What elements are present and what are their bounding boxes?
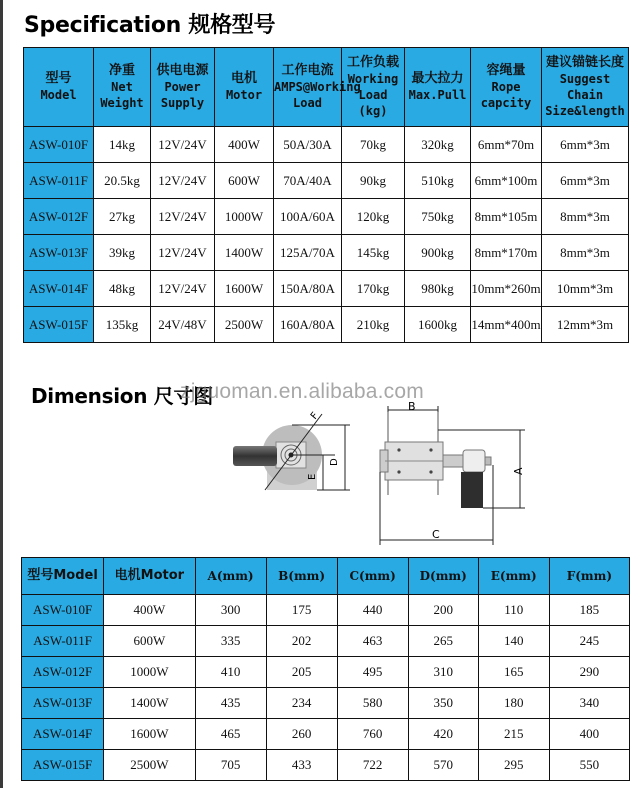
spec-value-cell: 145kg bbox=[342, 235, 405, 271]
spec-model-cell: ASW-010F bbox=[24, 127, 94, 163]
dim-model-cell: ASW-012F bbox=[22, 657, 104, 688]
dim-value-cell: 722 bbox=[337, 750, 408, 781]
dim-table-row bbox=[22, 657, 630, 688]
dim-value-cell: 234 bbox=[266, 688, 337, 719]
spec-table-row bbox=[24, 199, 629, 235]
dim-value-cell: 290 bbox=[549, 657, 629, 688]
spec-table-row bbox=[24, 163, 629, 199]
dim-value-cell: 110 bbox=[478, 595, 549, 626]
dim-table-row bbox=[22, 719, 630, 750]
specification-title: Specification 规格型号 bbox=[24, 13, 276, 38]
dim-value-cell: 420 bbox=[408, 719, 478, 750]
spec-header-en: Model bbox=[40, 88, 77, 102]
dim-value-cell: 335 bbox=[195, 626, 266, 657]
spec-value-cell: 1400W bbox=[215, 235, 274, 271]
left-edge-border bbox=[0, 0, 3, 788]
dim-table-row bbox=[22, 626, 630, 657]
dim-model-cell: ASW-013F bbox=[22, 688, 104, 719]
spec-header-cn: 工作负载 bbox=[346, 55, 399, 70]
spec-header-cell bbox=[471, 48, 542, 127]
spec-value-cell: 12V/24V bbox=[151, 127, 215, 163]
dim-value-cell: 310 bbox=[408, 657, 478, 688]
label-f: F bbox=[308, 410, 322, 422]
dim-value-cell: 400W bbox=[104, 595, 195, 626]
spec-value-cell: 1600W bbox=[215, 271, 274, 307]
spec-value-cell: 48kg bbox=[94, 271, 151, 307]
spec-value-cell: 12mm*3m bbox=[542, 307, 629, 343]
spec-value-cell: 12V/24V bbox=[151, 163, 215, 199]
dim-header-cell: F(mm) bbox=[549, 558, 629, 595]
spec-value-cell: 70A/40A bbox=[274, 163, 342, 199]
spec-header-en: Rope capcity bbox=[480, 80, 532, 110]
spec-value-cell: 980kg bbox=[405, 271, 471, 307]
side-view-diagram bbox=[225, 410, 355, 510]
dim-model-cell: ASW-015F bbox=[22, 750, 104, 781]
spec-value-cell: 1000W bbox=[215, 199, 274, 235]
spec-value-cell: 8mm*170m bbox=[471, 235, 542, 271]
spec-value-cell: 320kg bbox=[405, 127, 471, 163]
spec-header-en: Suggest Chain Size&length bbox=[545, 72, 625, 118]
spec-value-cell: 6mm*3m bbox=[542, 163, 629, 199]
dim-value-cell: 185 bbox=[549, 595, 629, 626]
spec-header-cell bbox=[542, 48, 629, 127]
dim-model-cell: ASW-010F bbox=[22, 595, 104, 626]
spec-value-cell: 135kg bbox=[94, 307, 151, 343]
dim-value-cell: 705 bbox=[195, 750, 266, 781]
spec-header-cell bbox=[24, 48, 94, 127]
dim-header-cell: B(mm) bbox=[266, 558, 337, 595]
spec-header-en: Max.Pull bbox=[408, 88, 467, 102]
spec-header-en: Motor bbox=[225, 88, 263, 102]
spec-value-cell: 400W bbox=[215, 127, 274, 163]
spec-value-cell: 1600kg bbox=[405, 307, 471, 343]
dim-table-row bbox=[22, 750, 630, 781]
spec-value-cell: 100A/60A bbox=[274, 199, 342, 235]
dim-value-cell: 265 bbox=[408, 626, 478, 657]
dim-value-cell: 202 bbox=[266, 626, 337, 657]
specification-table bbox=[23, 47, 629, 343]
dim-value-cell: 400 bbox=[549, 719, 629, 750]
dim-header-cell: C(mm) bbox=[337, 558, 408, 595]
dimension-table bbox=[21, 557, 630, 781]
dim-model-cell: ASW-011F bbox=[22, 626, 104, 657]
label-b: B bbox=[408, 400, 416, 413]
dim-header-cell: D(mm) bbox=[408, 558, 478, 595]
dim-value-cell: 295 bbox=[478, 750, 549, 781]
spec-value-cell: 12V/24V bbox=[151, 199, 215, 235]
dim-value-cell: 465 bbox=[195, 719, 266, 750]
dim-value-cell: 1400W bbox=[104, 688, 195, 719]
dim-value-cell: 140 bbox=[478, 626, 549, 657]
dim-value-cell: 410 bbox=[195, 657, 266, 688]
spec-table-row bbox=[24, 307, 629, 343]
dim-value-cell: 245 bbox=[549, 626, 629, 657]
dim-value-cell: 463 bbox=[337, 626, 408, 657]
spec-value-cell: 900kg bbox=[405, 235, 471, 271]
spec-value-cell: 125A/70A bbox=[274, 235, 342, 271]
spec-value-cell: 8mm*3m bbox=[542, 235, 629, 271]
spec-model-cell: ASW-013F bbox=[24, 235, 94, 271]
dim-table-row bbox=[22, 595, 630, 626]
spec-header-cn: 净重 bbox=[108, 63, 135, 78]
spec-header-en: Net Weight bbox=[100, 80, 144, 110]
spec-value-cell: 6mm*3m bbox=[542, 127, 629, 163]
spec-value-cell: 12V/24V bbox=[151, 235, 215, 271]
watermark: zjguoman.en.alibaba.com bbox=[180, 380, 424, 403]
dim-value-cell: 200 bbox=[408, 595, 478, 626]
dim-value-cell: 1600W bbox=[104, 719, 195, 750]
spec-value-cell: 90kg bbox=[342, 163, 405, 199]
spec-value-cell: 12V/24V bbox=[151, 271, 215, 307]
dim-value-cell: 433 bbox=[266, 750, 337, 781]
label-d: D bbox=[329, 458, 340, 466]
spec-value-cell: 160A/80A bbox=[274, 307, 342, 343]
spec-header-cell bbox=[274, 48, 361, 127]
dim-value-cell: 205 bbox=[266, 657, 337, 688]
dim-header-cell: A(mm) bbox=[195, 558, 266, 595]
spec-header-en: Power Supply bbox=[160, 80, 205, 110]
dim-value-cell: 600W bbox=[104, 626, 195, 657]
dim-value-cell: 435 bbox=[195, 688, 266, 719]
spec-value-cell: 70kg bbox=[342, 127, 405, 163]
dim-header-cell: E(mm) bbox=[478, 558, 549, 595]
spec-value-cell: 150A/80A bbox=[274, 271, 342, 307]
spec-header-cell bbox=[151, 48, 215, 127]
label-a: A bbox=[512, 467, 525, 475]
spec-table-row bbox=[24, 127, 629, 163]
dim-table-row bbox=[22, 688, 630, 719]
dimension-header-row bbox=[22, 558, 630, 595]
spec-header-cn: 型号 bbox=[45, 71, 72, 86]
dim-value-cell: 175 bbox=[266, 595, 337, 626]
dim-value-cell: 180 bbox=[478, 688, 549, 719]
spec-value-cell: 24V/48V bbox=[151, 307, 215, 343]
spec-header-cn: 最大拉力 bbox=[411, 71, 464, 86]
spec-header-cell bbox=[94, 48, 151, 127]
dim-value-cell: 215 bbox=[478, 719, 549, 750]
specification-header-row bbox=[24, 48, 629, 127]
spec-value-cell: 50A/30A bbox=[274, 127, 342, 163]
spec-value-cell: 6mm*70m bbox=[471, 127, 542, 163]
dim-value-cell: 165 bbox=[478, 657, 549, 688]
spec-table-row bbox=[24, 271, 629, 307]
spec-value-cell: 14kg bbox=[94, 127, 151, 163]
spec-header-cn: 容绳量 bbox=[486, 63, 526, 78]
spec-value-cell: 750kg bbox=[405, 199, 471, 235]
spec-value-cell: 600W bbox=[215, 163, 274, 199]
dim-value-cell: 300 bbox=[195, 595, 266, 626]
spec-value-cell: 10mm*3m bbox=[542, 271, 629, 307]
spec-value-cell: 510kg bbox=[405, 163, 471, 199]
dim-value-cell: 570 bbox=[408, 750, 478, 781]
spec-value-cell: 120kg bbox=[342, 199, 405, 235]
dim-header-cell: 电机Motor bbox=[104, 558, 195, 595]
spec-header-en: AMPS@Working Load bbox=[274, 80, 361, 110]
dim-value-cell: 760 bbox=[337, 719, 408, 750]
spec-header-cell bbox=[215, 48, 274, 127]
front-view-diagram bbox=[375, 400, 535, 550]
dim-model-cell: ASW-014F bbox=[22, 719, 104, 750]
dim-value-cell: 260 bbox=[266, 719, 337, 750]
spec-value-cell: 6mm*100m bbox=[471, 163, 542, 199]
spec-model-cell: ASW-014F bbox=[24, 271, 94, 307]
dim-value-cell: 340 bbox=[549, 688, 629, 719]
spec-value-cell: 10mm*260m bbox=[471, 271, 542, 307]
label-c: C bbox=[432, 528, 440, 541]
spec-value-cell: 39kg bbox=[94, 235, 151, 271]
dim-value-cell: 350 bbox=[408, 688, 478, 719]
spec-table-row bbox=[24, 235, 629, 271]
spec-header-en: Working Load (kg) bbox=[347, 72, 399, 118]
spec-value-cell: 2500W bbox=[215, 307, 274, 343]
spec-value-cell: 8mm*105m bbox=[471, 199, 542, 235]
dim-value-cell: 1000W bbox=[104, 657, 195, 688]
dim-header-cell: 型号Model bbox=[22, 558, 104, 595]
spec-model-cell: ASW-012F bbox=[24, 199, 94, 235]
dim-value-cell: 440 bbox=[337, 595, 408, 626]
spec-header-cell bbox=[405, 48, 471, 127]
dim-value-cell: 550 bbox=[549, 750, 629, 781]
dim-value-cell: 495 bbox=[337, 657, 408, 688]
dimension-title: Dimension 尺寸图 bbox=[31, 384, 213, 408]
dim-value-cell: 2500W bbox=[104, 750, 195, 781]
spec-value-cell: 210kg bbox=[342, 307, 405, 343]
spec-value-cell: 27kg bbox=[94, 199, 151, 235]
label-e: E bbox=[307, 473, 318, 480]
spec-model-cell: ASW-015F bbox=[24, 307, 94, 343]
spec-model-cell: ASW-011F bbox=[24, 163, 94, 199]
spec-header-cn: 建议锚链长度 bbox=[545, 55, 624, 70]
spec-value-cell: 14mm*400m bbox=[471, 307, 542, 343]
spec-header-cn: 供电电源 bbox=[156, 63, 209, 78]
spec-value-cell: 170kg bbox=[342, 271, 405, 307]
spec-value-cell: 20.5kg bbox=[94, 163, 151, 199]
spec-header-cn: 工作电流 bbox=[281, 63, 334, 78]
spec-value-cell: 8mm*3m bbox=[542, 199, 629, 235]
spec-header-cn: 电机 bbox=[230, 71, 257, 86]
dim-value-cell: 580 bbox=[337, 688, 408, 719]
